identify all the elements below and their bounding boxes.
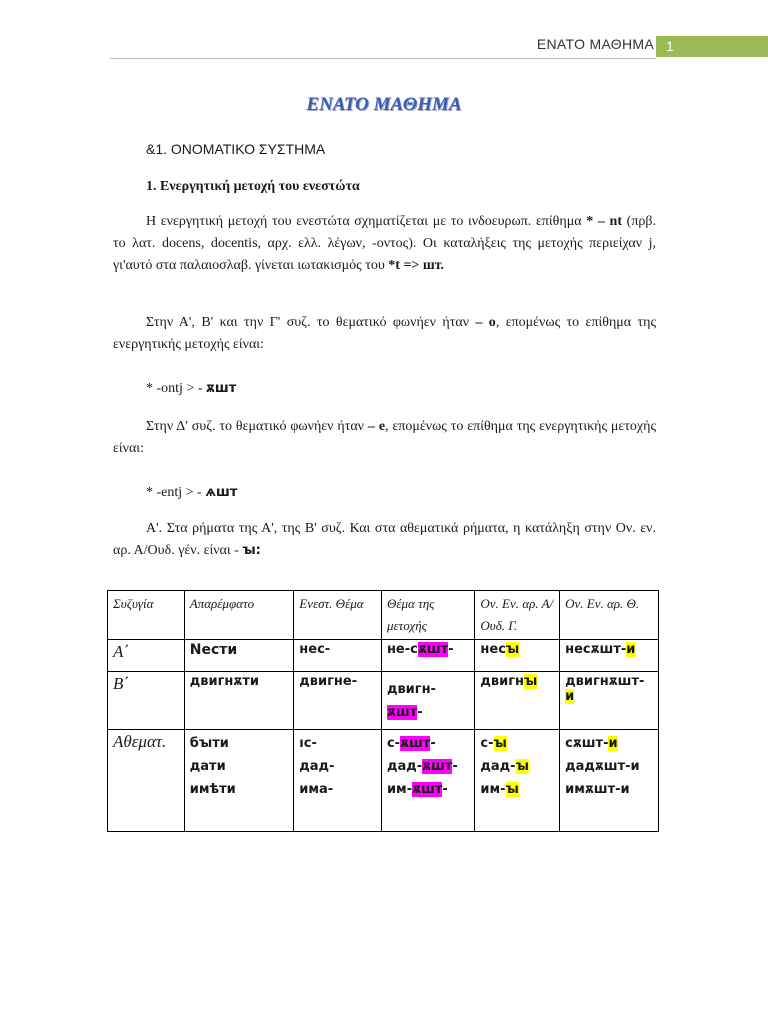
cell-text: - bbox=[442, 782, 448, 797]
row-label: Αθεματ. bbox=[108, 730, 185, 832]
highlight-text: ѫшт bbox=[412, 782, 443, 797]
para1-rule: *t => шт. bbox=[388, 258, 445, 273]
header-title: ΕΝΑΤΟ ΜΑΘΗΜΑ bbox=[536, 36, 654, 52]
cell-text: - bbox=[448, 642, 454, 657]
cell-text: двигн- bbox=[386, 682, 436, 697]
paragraph-3 bbox=[113, 416, 656, 460]
header-rule bbox=[110, 58, 656, 59]
highlight-text: ꙑ bbox=[505, 782, 519, 797]
cell-text: - bbox=[452, 759, 458, 774]
highlight-text: ѫшт bbox=[417, 642, 449, 657]
para2-vowel: – o bbox=[475, 315, 496, 330]
cell-text: - bbox=[430, 736, 436, 751]
stem-cell bbox=[294, 730, 382, 832]
row-label: Β΄ bbox=[108, 672, 185, 730]
cell-text: сѫшт- bbox=[565, 736, 609, 751]
para1-mid: (πρβ. το λατ. docens, docentis, αρχ. ελλ. λέγων, -οντος). Οι καταλήξεις της μετοχής περιείχαν j, γι'αυτό στα παλαιοσλαβ. γίνεται ιωτακισμός του bbox=[113, 214, 657, 273]
fem-cell bbox=[560, 730, 659, 832]
cell-text: имѫшт-и bbox=[565, 782, 630, 797]
fem-cell bbox=[560, 640, 659, 672]
para1-suffix: * – nt bbox=[586, 214, 622, 229]
highlight-text: и bbox=[626, 642, 636, 657]
infinitive-cell bbox=[184, 730, 294, 832]
highlight-text: ѫшт bbox=[400, 736, 431, 751]
para2-post: , επομένως το επίθημα της ενεργητικής μετοχής είναι: bbox=[113, 315, 657, 352]
cell-text: дад- bbox=[299, 759, 335, 774]
formula2-cyr: ѧшт bbox=[205, 485, 238, 500]
cell-text: нес bbox=[480, 642, 506, 657]
row-label: Α΄ bbox=[108, 640, 185, 672]
cell-text: има- bbox=[299, 782, 334, 797]
stem-cell: нес- bbox=[294, 640, 382, 672]
document-title: ΕΝΑΤΟ ΜΑΘΗΜΑ bbox=[306, 94, 462, 115]
masc-cell bbox=[475, 730, 560, 832]
fem-cell bbox=[560, 672, 659, 730]
paragraph-4 bbox=[113, 518, 656, 562]
table-row bbox=[108, 672, 659, 730]
cell-text: ıс- bbox=[299, 736, 317, 751]
para2-pre: Στην Α', Β' και την Γ' συζ. το θεματικό φωνήεν ήταν bbox=[146, 315, 476, 330]
para4-cyr: ꙑ: bbox=[242, 543, 261, 558]
stem-cell: двигне- bbox=[294, 672, 382, 730]
cell-text: дати bbox=[189, 759, 226, 774]
masc-cell bbox=[475, 640, 560, 672]
cell-text: двигн bbox=[480, 674, 524, 689]
highlight-text: ꙑ bbox=[524, 674, 538, 689]
highlight-text: и bbox=[565, 689, 575, 704]
participle-stem-cell bbox=[381, 672, 474, 730]
paragraph-1 bbox=[113, 211, 656, 277]
para3-post: , επομένως το επίθημα της ενεργητικής μετοχής είναι: bbox=[113, 419, 656, 456]
infinitive-cell: Nести bbox=[184, 640, 294, 672]
cell-text: имѣти bbox=[189, 782, 236, 797]
cell-text: - bbox=[417, 705, 423, 720]
table-header-cell: Ενεστ. Θέμα bbox=[294, 591, 382, 640]
table-row bbox=[108, 640, 659, 672]
participle-stem-cell bbox=[381, 640, 474, 672]
highlight-text: ꙑ bbox=[493, 736, 507, 751]
para3-pre: Στην Δ' συζ. το θεματικό φωνήεν ήταν bbox=[146, 419, 368, 434]
highlight-text: ѫшт bbox=[386, 705, 418, 720]
formula2-pre: * -entj > - bbox=[146, 485, 206, 500]
cell-text: им- bbox=[386, 782, 413, 797]
formula1-pre: * -ontj > - bbox=[146, 381, 206, 396]
participle-table bbox=[107, 590, 659, 832]
highlight-text: и bbox=[608, 736, 618, 751]
highlight-text: ꙑ bbox=[515, 759, 529, 774]
page-header bbox=[0, 0, 768, 60]
formula-2 bbox=[146, 482, 689, 504]
table-header-cell: Θέμα της μετοχής bbox=[381, 591, 474, 640]
cell-text: двигнѫшт- bbox=[565, 674, 645, 689]
masc-cell bbox=[475, 672, 560, 730]
cell-text: дад- bbox=[386, 759, 423, 774]
participle-stem-cell bbox=[381, 730, 474, 832]
table-header-cell: Ον. Εν. αρ. Θ. bbox=[560, 591, 659, 640]
infinitive-cell: двигнѫти bbox=[184, 672, 294, 730]
highlight-text: ꙑ bbox=[505, 642, 520, 657]
cell-text: не-с bbox=[386, 642, 418, 657]
cell-text: с- bbox=[480, 736, 494, 751]
table-row bbox=[108, 730, 659, 832]
para1-pre: Η ενεργητική μετοχή του ενεστώτα σχηματίζεται με το ινδοευρωπ. επίθημα bbox=[146, 214, 587, 229]
cell-text: дадѫшт-и bbox=[565, 759, 640, 774]
cell-text: им- bbox=[480, 782, 506, 797]
subsection-heading: 1. Ενεργητική μετοχή του ενεστώτα bbox=[146, 179, 360, 194]
para4-pre: Α'. Στα ρήματα της Α', της Β' συζ. Και στα αθεματικά ρήματα, η κατάληξη στην Ον. εν. αρ. Α/Ουδ. γέν. είναι - bbox=[113, 521, 656, 558]
paragraph-2 bbox=[113, 312, 656, 356]
cell-text: с- bbox=[386, 736, 401, 751]
formula1-cyr: ѫшт bbox=[206, 381, 237, 396]
page-number: 1 bbox=[656, 36, 768, 57]
highlight-text: ѫшт bbox=[422, 759, 453, 774]
table-header-cell: Απαρέμφατο bbox=[184, 591, 294, 640]
table-header-cell: Συζυγία bbox=[108, 591, 185, 640]
formula-1 bbox=[146, 378, 689, 400]
table-header-row bbox=[108, 591, 659, 640]
cell-text: дад- bbox=[480, 759, 516, 774]
cell-text: несѫшт- bbox=[565, 642, 627, 657]
section-heading: &1. ΟΝΟΜΑΤΙΚΟ ΣΥΣΤΗΜΑ bbox=[146, 141, 326, 157]
para3-vowel: – e bbox=[367, 419, 386, 434]
table-header-cell: Ον. Εν. αρ. Α/Ουδ. Γ. bbox=[475, 591, 560, 640]
cell-text: бꙑти bbox=[189, 736, 229, 751]
